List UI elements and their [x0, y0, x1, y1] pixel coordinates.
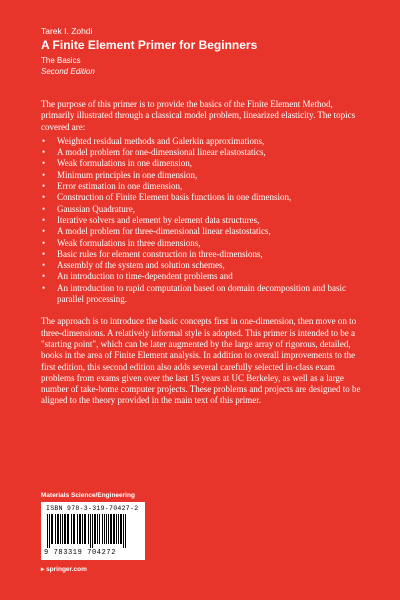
topic-item — [41, 192, 362, 203]
barcode-bar — [102, 514, 103, 544]
barcode-bar — [62, 514, 63, 544]
barcode-bar — [88, 514, 89, 544]
topic-item — [41, 271, 362, 282]
topic-text: Assembly of the system and solution schemes, — [57, 260, 225, 271]
bullet-icon: • — [42, 169, 46, 180]
bullet-icon: • — [42, 203, 46, 214]
topic-text: Weak formulations in three dimensions, — [57, 237, 201, 248]
bullet-icon: • — [42, 147, 46, 158]
barcode-bar — [113, 514, 115, 544]
barcode-bar — [118, 514, 119, 544]
topic-text: A model problem for three-dimensional linear elastostatics, — [57, 226, 271, 237]
topic-item — [41, 283, 362, 306]
bullet-icon: • — [42, 214, 46, 225]
topic-item — [41, 204, 362, 215]
barcode-bar — [51, 514, 53, 544]
topic-item — [41, 136, 362, 147]
bullet-icon: • — [42, 271, 46, 282]
topic-text: A model problem for one-dimensional linear elastostatics, — [57, 147, 266, 158]
topic-text: An introduction to time-dependent problems and — [57, 271, 233, 282]
barcode-bar — [71, 514, 72, 544]
barcode-bar — [77, 514, 78, 544]
publisher-website: ▸ springer.com — [41, 566, 87, 573]
isbn-text: ISBN 978-3-319-70427-2 — [46, 505, 139, 512]
barcode-bar — [106, 514, 107, 544]
topic-text: Error estimation in one dimension, — [57, 181, 183, 192]
bullet-icon: • — [42, 226, 46, 237]
barcode-bar — [108, 514, 109, 544]
topic-text: Weighted residual methods and Galerkin approximations, — [57, 135, 265, 146]
bullet-icon: • — [42, 282, 46, 293]
barcode-bar — [60, 514, 61, 544]
topic-item — [41, 249, 362, 260]
topic-text: Gaussian Quadrature, — [57, 203, 135, 214]
topic-text: Basic rules for element construction in three-dimensions, — [57, 248, 263, 259]
bullet-icon: • — [42, 192, 46, 203]
topic-text: Iterative solvers and element by element data structures, — [57, 214, 260, 225]
subject-category: Materials Science/Engineering — [41, 492, 135, 499]
barcode-bar — [55, 514, 56, 544]
topic-item — [41, 226, 362, 237]
bullet-icon: • — [42, 248, 46, 259]
topic-item — [41, 170, 362, 181]
bullet-icon: • — [42, 237, 46, 248]
intro-paragraph: The purpose of this primer is to provide the basics of the Finite Element Method, primarily illustrated through a classical model problem, linearized elasticity. The topics covered are: — [41, 99, 356, 132]
ean-text: 9 783319 704272 — [44, 549, 117, 557]
barcode-icon — [45, 514, 141, 548]
bullet-icon: • — [42, 135, 46, 146]
barcode-bar — [94, 514, 96, 544]
topic-item — [41, 238, 362, 249]
topic-text: Minimum principles in one dimension, — [57, 169, 198, 180]
barcode-bar — [49, 514, 50, 548]
barcode-bar — [110, 514, 112, 544]
barcode-bar — [73, 514, 75, 544]
topic-item — [41, 181, 362, 192]
barcode-bar — [84, 514, 86, 544]
barcode-bar — [125, 514, 126, 548]
barcode-bar — [123, 514, 124, 548]
topics-list — [41, 136, 362, 305]
topic-item — [41, 215, 362, 226]
barcode-bar — [57, 514, 59, 544]
approach-paragraph: The approach is to introduce the basic concepts first in one-dimension, then move on to three-dimensions. A relatively informal style is adopted. This primer is intended to be a "starting point", which can be later augmented by the large array of rigorous, detailed, books in the area of Finite Element analysis. In addition to overall improvements to the first edition, this second edition also adds several carefully selected in-class exam problems from exams given over the last 15 years at UC Berkeley, as well as a large number of take-home computer projects. These problems and projects are designed to be aligned to the theory provided in the main text of this primer. — [41, 316, 361, 406]
topic-text: An introduction to rapid computation based on domain decomposition and basic parallel processing. — [57, 282, 346, 305]
barcode-bar — [116, 514, 117, 544]
barcode-box — [41, 502, 145, 560]
topic-item — [41, 158, 362, 169]
barcode-bar — [47, 514, 48, 548]
barcode-bar — [97, 514, 98, 544]
barcode-bar — [64, 514, 66, 544]
bullet-icon: • — [42, 260, 46, 271]
topic-item — [41, 260, 362, 271]
barcode-bar — [92, 514, 93, 548]
barcode-bar — [79, 514, 81, 544]
bullet-icon: • — [42, 158, 46, 169]
bullet-icon: • — [42, 181, 46, 192]
barcode-bar — [67, 514, 69, 544]
book-edition: Second Edition — [41, 67, 95, 76]
author-name: Tarek I. Zohdi — [41, 26, 93, 36]
barcode-bar — [90, 514, 91, 548]
barcode-bar — [82, 514, 83, 544]
barcode-bar — [99, 514, 100, 544]
topic-item — [41, 147, 362, 158]
barcode-bar — [120, 514, 122, 544]
topic-text: Construction of Finite Element basis functions in one dimension, — [57, 192, 292, 203]
book-subtitle: The Basics — [41, 56, 81, 65]
book-title: A Finite Element Primer for Beginners — [41, 38, 258, 52]
barcode-bar — [104, 514, 105, 544]
cover-header — [41, 26, 361, 77]
topic-text: Weak formulations in one dimension, — [57, 158, 192, 169]
blurb — [41, 99, 362, 407]
